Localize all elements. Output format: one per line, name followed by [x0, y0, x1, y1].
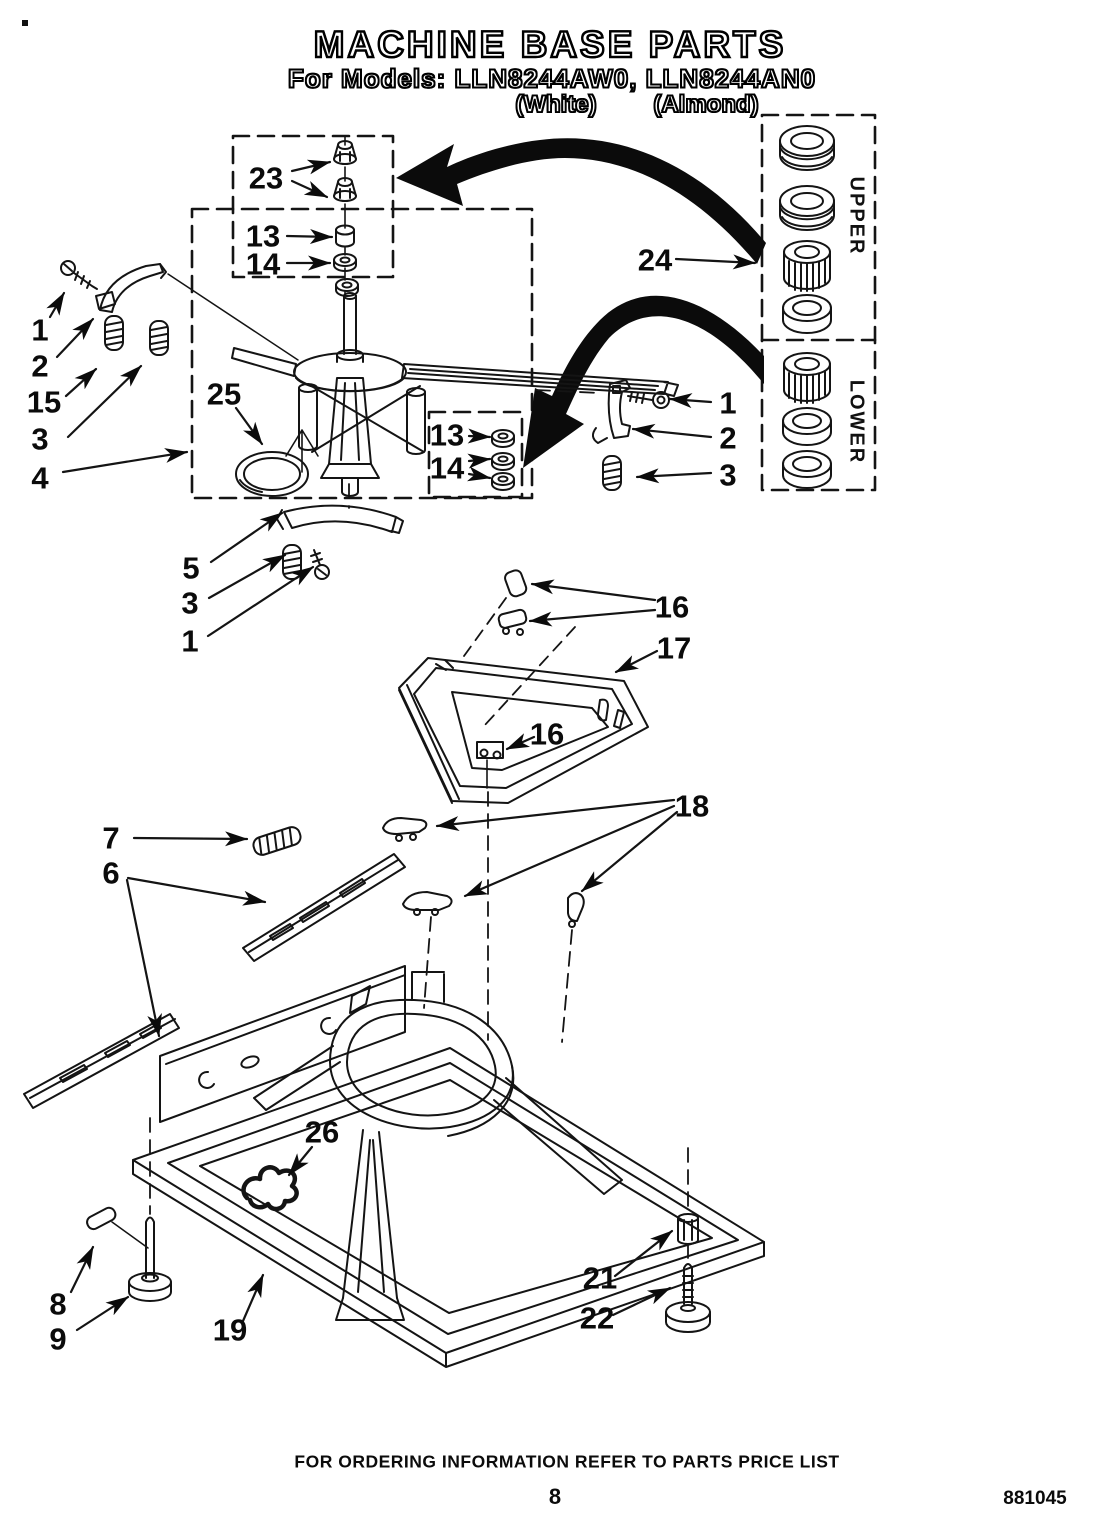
callout-16-b: 16	[529, 716, 565, 752]
callout-21: 21	[582, 1260, 618, 1296]
bracket-5	[277, 506, 403, 533]
spring-7	[251, 825, 302, 857]
leveling-foot-9	[129, 1218, 171, 1302]
tub-ring-frame	[399, 569, 648, 1040]
doc-number: 881045	[1003, 1488, 1067, 1509]
registration-dot	[22, 20, 28, 26]
callout-26: 26	[304, 1114, 340, 1150]
machine-base-frame	[85, 966, 764, 1367]
models-line: For Models: LLN8244AW0, LLN8244AN0	[287, 63, 817, 94]
page-number: 8	[548, 1484, 562, 1509]
pad-16-a	[503, 569, 528, 598]
callout-18: 18	[674, 788, 710, 824]
lower-bearing-ring-1	[783, 408, 831, 445]
callout-25: 25	[206, 376, 242, 412]
left-mounting-set	[61, 261, 168, 355]
callout-1-left: 1	[31, 312, 49, 348]
callout-22: 22	[579, 1300, 615, 1336]
flow-arrow-upper	[396, 138, 766, 264]
upper-seal-ring	[783, 295, 831, 333]
rail-6-upper	[243, 854, 405, 961]
sleeve-8	[85, 1206, 148, 1248]
callout-2-left: 2	[31, 348, 49, 384]
page-title: MACHINE BASE PARTS	[313, 24, 787, 65]
callout-2-right: 2	[719, 420, 737, 456]
spring-3-left	[150, 321, 168, 355]
callout-13-b: 13	[429, 417, 465, 453]
spring-15	[105, 316, 123, 350]
callout-14-b: 14	[429, 450, 465, 486]
clip-16-inner	[477, 742, 503, 788]
screw-1-center	[311, 550, 329, 579]
callout-1-right: 1	[719, 385, 737, 421]
clip-18-c	[568, 893, 584, 927]
callout-6: 6	[102, 855, 120, 891]
upper-spline-bushing	[784, 241, 830, 291]
color-label-almond: (Almond)	[653, 91, 759, 118]
clip-18-a	[383, 818, 426, 841]
callout-3-center: 3	[181, 585, 199, 621]
lower-bearing-ring-2	[783, 451, 831, 488]
clip-18-b	[403, 892, 452, 915]
ordering-note: FOR ORDERING INFORMATION REFER TO PARTS PRICE LIST	[294, 1451, 840, 1472]
callout-9: 9	[49, 1321, 67, 1357]
callout-23: 23	[248, 160, 284, 196]
bracket-leader-line	[168, 274, 298, 360]
callout-13: 13	[245, 218, 281, 254]
color-label-white: (White)	[515, 91, 597, 118]
callout-14: 14	[245, 246, 281, 282]
callout-1-center: 1	[181, 623, 199, 659]
callout-19: 19	[212, 1312, 248, 1348]
upper-section-label: UPPER	[845, 176, 868, 256]
hook-26	[244, 1167, 297, 1209]
callout-7: 7	[102, 820, 120, 856]
pad-16-b	[498, 609, 528, 635]
bracket-2-left	[96, 264, 166, 312]
bearing-kit-parts	[780, 126, 834, 488]
callout-4: 4	[31, 460, 49, 496]
o-ring-25	[236, 452, 308, 496]
frame-17-outer	[399, 658, 648, 803]
spring-3-right	[603, 456, 621, 490]
callout-24: 24	[637, 242, 673, 278]
callout-16: 16	[654, 589, 690, 625]
spring-3-center	[283, 545, 301, 579]
rail-6-lower	[24, 1014, 179, 1108]
callout-leader-arrows	[50, 162, 755, 1330]
gearcase-assembly	[168, 274, 678, 496]
upper-bearing-ring-2	[780, 186, 834, 230]
callout-17: 17	[656, 630, 692, 666]
callout-15: 15	[26, 384, 62, 420]
callout-3-left: 3	[31, 421, 49, 457]
callout-5: 5	[182, 550, 200, 586]
callout-3-right: 3	[719, 457, 737, 493]
callout-8: 8	[49, 1286, 67, 1322]
frame-rail-lines	[399, 685, 459, 803]
screw-1-left	[61, 261, 97, 289]
upper-bearing-ring-1	[780, 126, 834, 170]
lower-spline-bushing	[784, 353, 830, 403]
lower-section-label: LOWER	[845, 379, 868, 465]
